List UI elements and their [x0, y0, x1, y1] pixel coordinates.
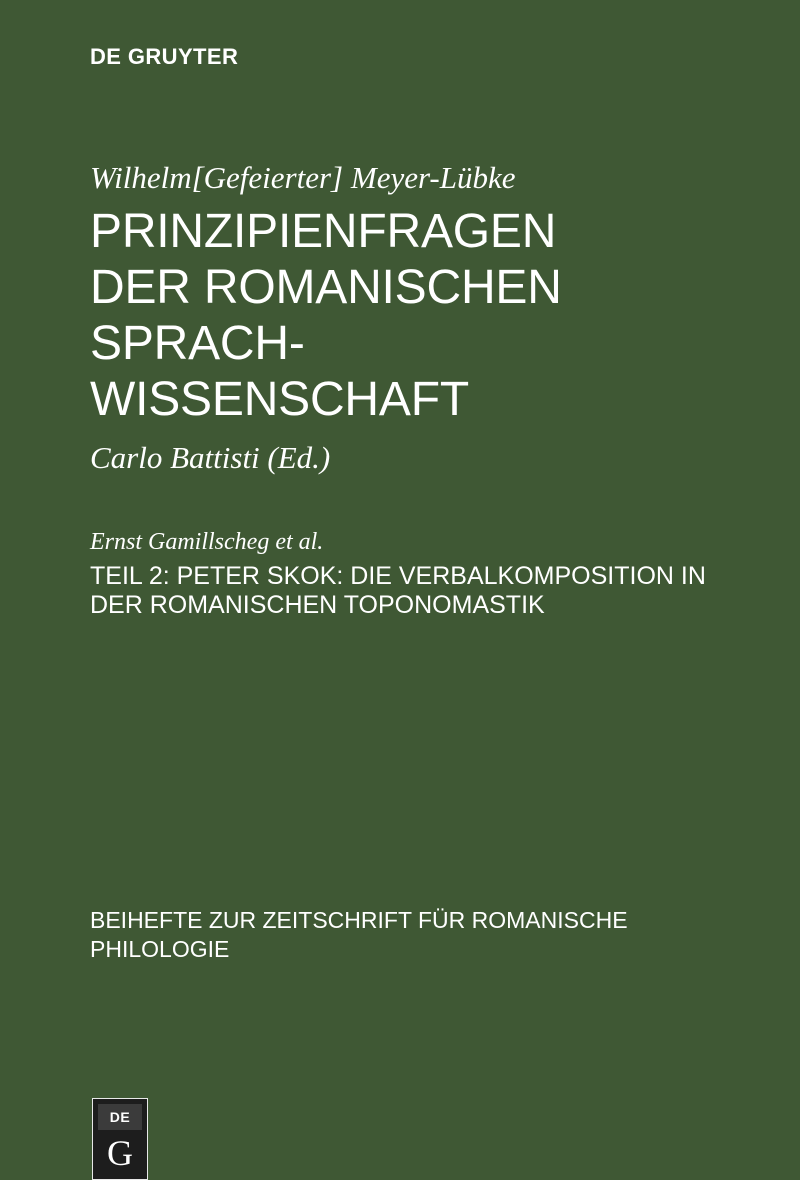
part-title-line: DER ROMANISCHEN TOPONOMASTIK [90, 591, 545, 619]
editor-name: Carlo Battisti (Ed.) [90, 440, 331, 475]
part-authors: Ernst Gamillscheg et al. [90, 529, 324, 555]
main-title-line: SPRACH- [90, 317, 305, 370]
de-gruyter-logo [92, 1098, 148, 1180]
part-title-line: TEIL 2: PETER SKOK: DIE VERBALKOMPOSITION IN [90, 562, 706, 590]
main-author: Wilhelm[Gefeierter] Meyer-Lübke [90, 160, 516, 195]
publisher-name: DE GRUYTER [90, 44, 239, 69]
main-title-line: PRINZIPIENFRAGEN [90, 205, 557, 258]
series-title-line: PHILOLOGIE [90, 936, 230, 962]
main-title-line: DER ROMANISCHEN [90, 261, 562, 314]
main-title-line: WISSENSCHAFT [90, 373, 469, 426]
logo-g-text: G [107, 1133, 133, 1173]
logo-de-text: DE [98, 1104, 142, 1130]
part-title [90, 562, 780, 620]
series-title-line: BEIHEFTE ZUR ZEITSCHRIFT FÜR ROMANISCHE [90, 907, 628, 933]
series-title [90, 906, 780, 964]
main-title [90, 204, 730, 428]
